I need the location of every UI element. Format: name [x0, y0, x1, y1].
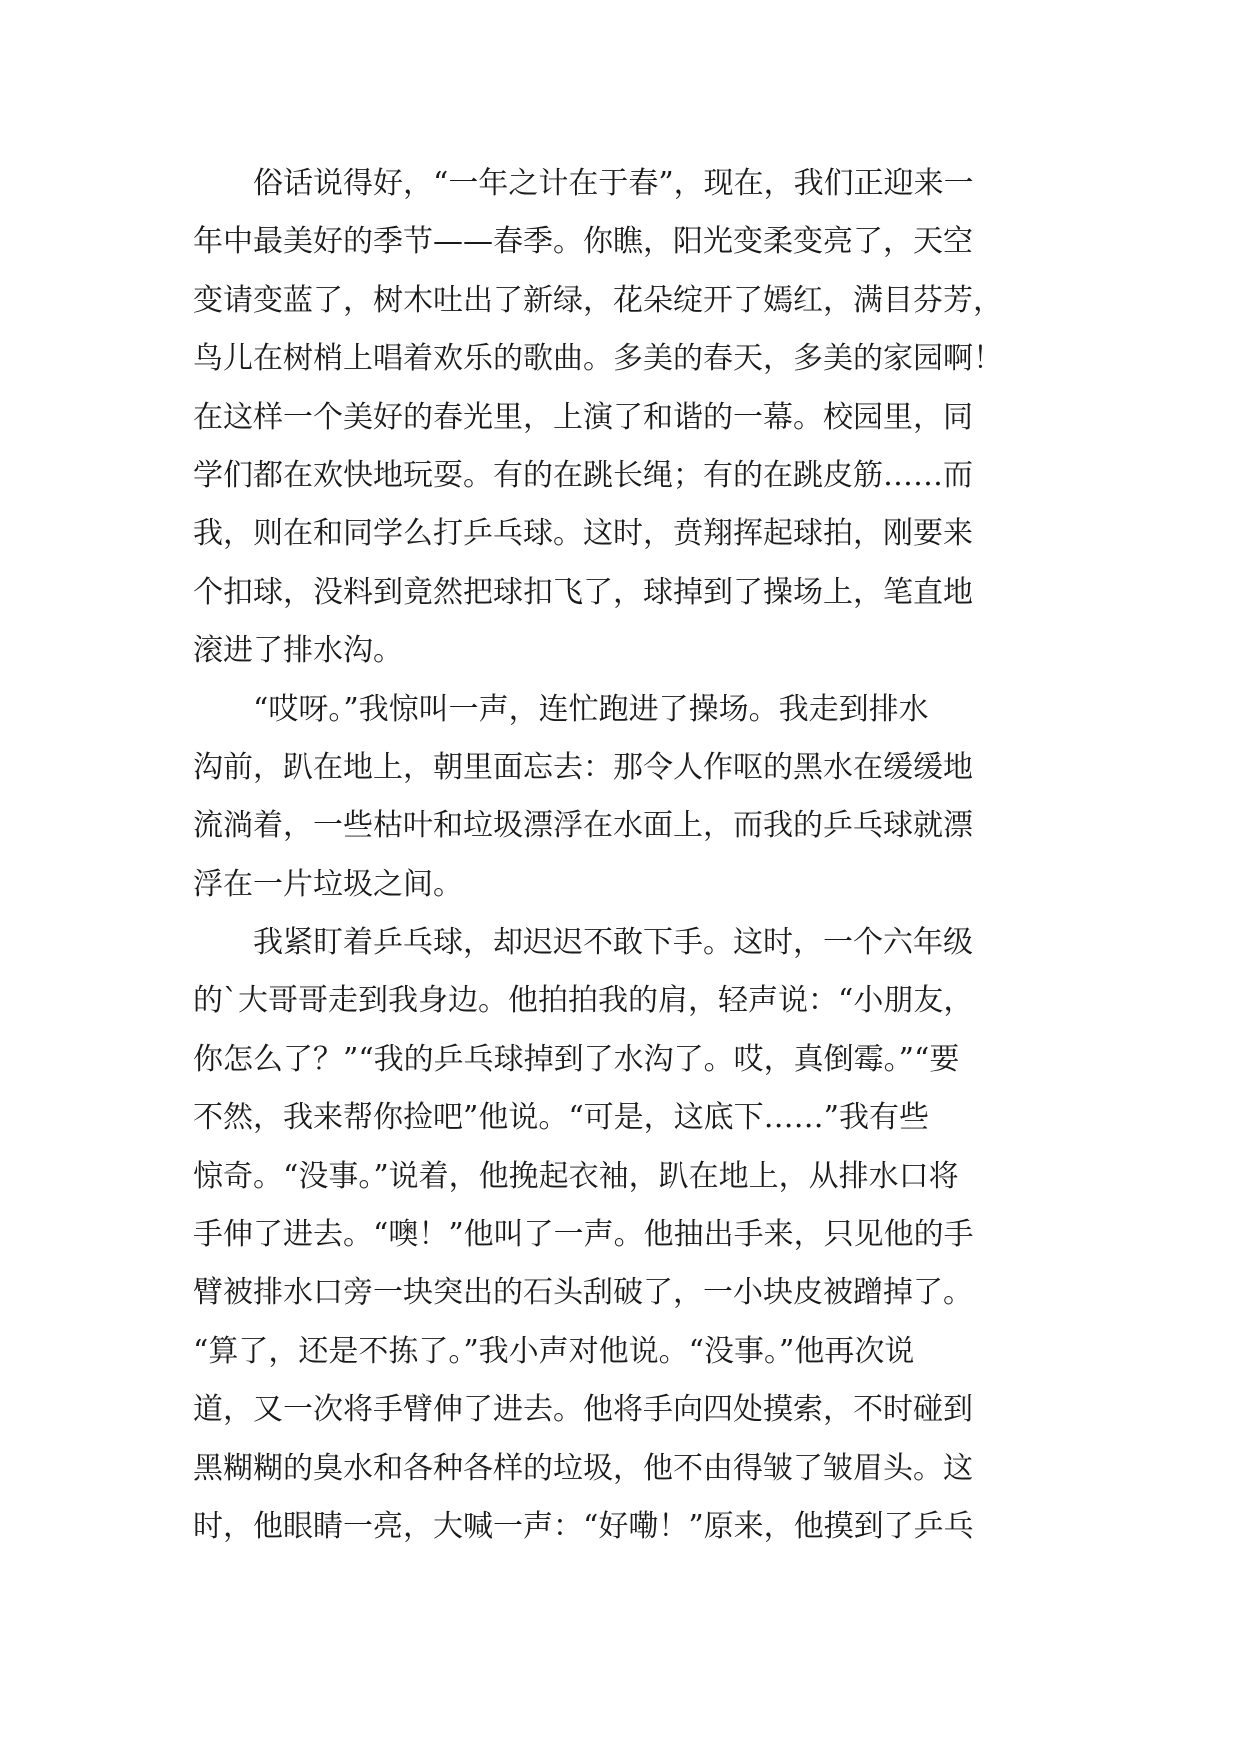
text-line: 不然，我来帮你捡吧”他说。“可是，这底下……”我有些 — [193, 1100, 930, 1136]
text-line: 在这样一个美好的春光里，上演了和谐的一幕。校园里，同 — [193, 399, 973, 435]
text-line: 鸟儿在树梢上唱着欢乐的歌曲。多美的春天，多美的家园啊！ — [193, 341, 1003, 377]
text-line: 手伸了进去。“噢！”他叫了一声。他抽出手来，只见他的手 — [193, 1217, 974, 1253]
text-line: 我，则在和同学么打乒乓球。这时，贲翔挥起球拍，刚要来 — [193, 516, 973, 552]
text-line: 的`大哥哥走到我身边。他拍拍我的肩，轻声说：“小朋友， — [193, 983, 974, 1019]
text-line: 学们都在欢快地玩耍。有的在跳长绳；有的在跳皮筋……而 — [193, 457, 973, 493]
text-line: 你怎么了？”“我的乒乓球掉到了水沟了。哎，真倒霉。”“要 — [193, 1041, 960, 1077]
text-line: 流淌着，一些枯叶和垃圾漂浮在水面上，而我的乒乓球就漂 — [193, 808, 973, 844]
text-line: “哎呀。”我惊叫一声，连忙跑进了操场。我走到排水 — [193, 691, 929, 727]
text-line: 沟前，趴在地上，朝里面忘去：那令人作呕的黑水在缓缓地 — [193, 749, 973, 785]
text-line: 滚进了排水沟。 — [193, 633, 403, 669]
text-line: 浮在一片垃圾之间。 — [193, 866, 463, 902]
text-line: 时，他眼睛一亮，大喊一声：“好嘞！”原来，他摸到了乒乓 — [193, 1508, 974, 1544]
text-line: 臂被排水口旁一块突出的石头刮破了，一小块皮被蹭掉了。 — [193, 1275, 973, 1311]
text-line: 俗话说得好，“一年之计在于春”，现在，我们正迎来一 — [193, 166, 974, 201]
text-line: 我紧盯着乒乓球，却迟迟不敢下手。这时，一个六年级 — [193, 925, 973, 961]
text-line: 年中最美好的季节——春季。你瞧，阳光变柔变亮了，天空 — [193, 224, 973, 260]
text-line: 道，又一次将手臂伸了进去。他将手向四处摸索，不时碰到 — [193, 1392, 973, 1428]
text-line: 个扣球，没料到竟然把球扣飞了，球掉到了操场上，笔直地 — [193, 574, 973, 610]
text-line: “算了，还是不拣了。”我小声对他说。“没事。”他再次说 — [193, 1333, 915, 1369]
essay-body — [193, 155, 1053, 1556]
text-line: 黑糊糊的臭水和各种各样的垃圾，他不由得皱了皱眉头。这 — [193, 1450, 973, 1486]
text-line: 惊奇。“没事。”说着，他挽起衣袖，趴在地上，从排水口将 — [193, 1158, 959, 1194]
text-line: 变请变蓝了，树木吐出了新绿，花朵绽开了嫣红，满目芬芳， — [193, 282, 1003, 318]
